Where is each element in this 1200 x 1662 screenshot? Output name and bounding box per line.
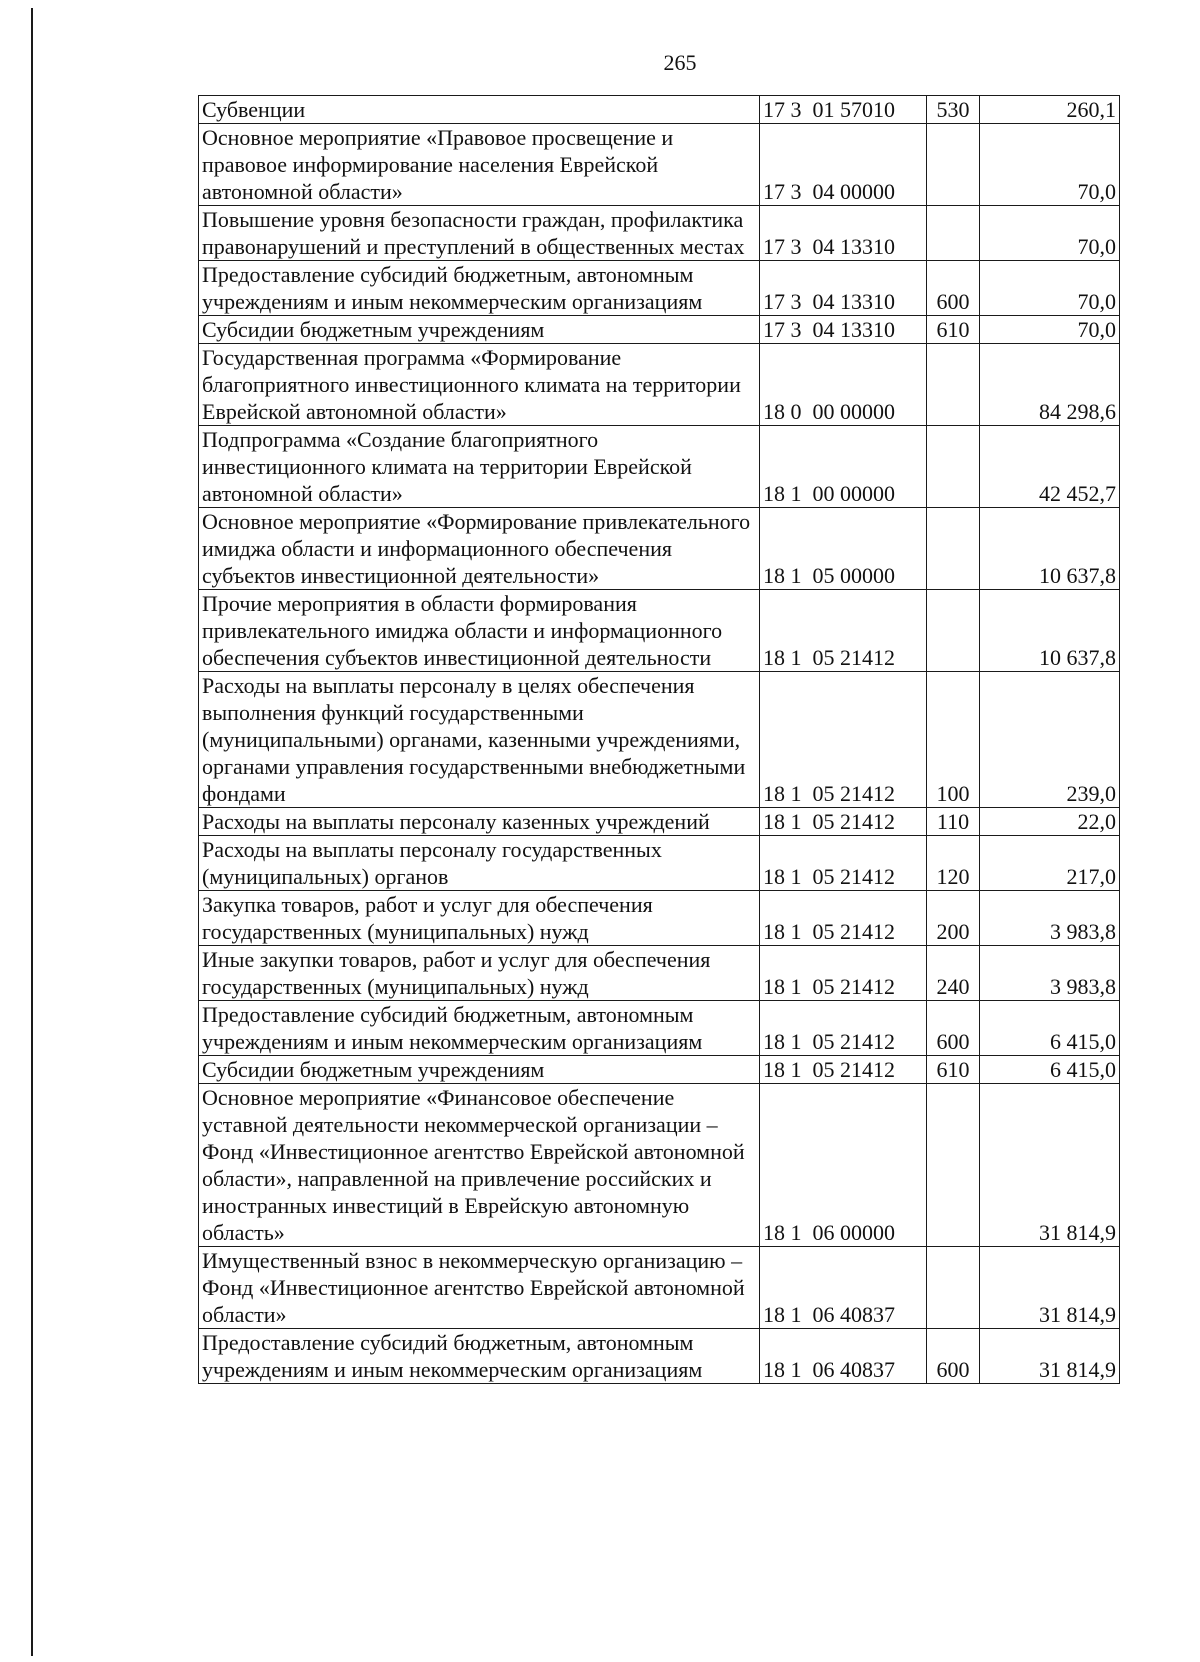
row-code-cell: 18 1 06 40837	[760, 1247, 927, 1329]
row-expense-type-cell: 200	[927, 891, 980, 946]
row-sum-cell: 70,0	[980, 206, 1120, 261]
row-code-cell: 17 3 04 00000	[760, 124, 927, 206]
row-code-cell: 18 1 00 00000	[760, 426, 927, 508]
table-row	[199, 1247, 1120, 1329]
row-name-cell: Подпрограмма «Создание благоприятного инвестиционного климата на территории Еврейской автономной области»	[199, 426, 760, 508]
row-expense-type-cell	[927, 124, 980, 206]
row-name-cell: Предоставление субсидий бюджетным, автономным учреждениям и иным некоммерческим организациям	[199, 1329, 760, 1384]
row-expense-type-cell: 600	[927, 1329, 980, 1384]
table-row	[199, 508, 1120, 590]
row-expense-type-cell: 600	[927, 1001, 980, 1056]
budget-table-body	[199, 96, 1120, 1384]
table-row	[199, 96, 1120, 124]
row-code-cell: 18 1 06 40837	[760, 1329, 927, 1384]
row-sum-cell: 3 983,8	[980, 946, 1120, 1001]
table-row	[199, 261, 1120, 316]
row-code-cell: 18 1 05 21412	[760, 808, 927, 836]
row-sum-cell: 70,0	[980, 124, 1120, 206]
table-row	[199, 946, 1120, 1001]
row-code-cell: 18 1 06 00000	[760, 1084, 927, 1247]
row-sum-cell: 6 415,0	[980, 1001, 1120, 1056]
table-row	[199, 1329, 1120, 1384]
row-name-cell: Основное мероприятие «Правовое просвещение и правовое информирование населения Еврейской автономной области»	[199, 124, 760, 206]
table-row	[199, 891, 1120, 946]
table-row	[199, 426, 1120, 508]
row-expense-type-cell: 610	[927, 1056, 980, 1084]
row-code-cell: 18 1 05 21412	[760, 672, 927, 808]
row-name-cell: Расходы на выплаты персоналу казенных учреждений	[199, 808, 760, 836]
table-row	[199, 590, 1120, 672]
page-number: 265	[663, 50, 697, 75]
row-expense-type-cell	[927, 206, 980, 261]
row-name-cell: Предоставление субсидий бюджетным, автономным учреждениям и иным некоммерческим организациям	[199, 1001, 760, 1056]
table-row	[199, 672, 1120, 808]
row-sum-cell: 3 983,8	[980, 891, 1120, 946]
row-code-cell: 17 3 04 13310	[760, 261, 927, 316]
row-expense-type-cell: 110	[927, 808, 980, 836]
table-row	[199, 124, 1120, 206]
row-expense-type-cell	[927, 1247, 980, 1329]
table-row	[199, 206, 1120, 261]
row-code-cell: 18 1 05 21412	[760, 946, 927, 1001]
row-expense-type-cell	[927, 508, 980, 590]
row-name-cell: Субсидии бюджетным учреждениям	[199, 1056, 760, 1084]
budget-table	[198, 95, 1120, 1384]
table-row	[199, 344, 1120, 426]
row-sum-cell: 31 814,9	[980, 1329, 1120, 1384]
row-expense-type-cell: 600	[927, 261, 980, 316]
row-name-cell: Расходы на выплаты персоналу в целях обеспечения выполнения функций государственными (муниципальными) органами, казенными учреждениями, органами управления государственными внебюджетными фондами	[199, 672, 760, 808]
row-sum-cell: 70,0	[980, 261, 1120, 316]
row-expense-type-cell: 610	[927, 316, 980, 344]
row-code-cell: 17 3 01 57010	[760, 96, 927, 124]
row-sum-cell: 22,0	[980, 808, 1120, 836]
row-expense-type-cell: 100	[927, 672, 980, 808]
row-sum-cell: 84 298,6	[980, 344, 1120, 426]
row-expense-type-cell	[927, 590, 980, 672]
row-code-cell: 18 1 05 21412	[760, 836, 927, 891]
row-expense-type-cell	[927, 426, 980, 508]
row-code-cell: 18 1 05 21412	[760, 1001, 927, 1056]
row-sum-cell: 31 814,9	[980, 1084, 1120, 1247]
row-sum-cell: 217,0	[980, 836, 1120, 891]
table-row	[199, 1056, 1120, 1084]
row-expense-type-cell: 240	[927, 946, 980, 1001]
row-code-cell: 18 0 00 00000	[760, 344, 927, 426]
row-name-cell: Иные закупки товаров, работ и услуг для обеспечения государственных (муниципальных) нужд	[199, 946, 760, 1001]
row-sum-cell: 260,1	[980, 96, 1120, 124]
row-expense-type-cell	[927, 1084, 980, 1247]
row-code-cell: 18 1 05 21412	[760, 891, 927, 946]
row-sum-cell: 6 415,0	[980, 1056, 1120, 1084]
row-sum-cell: 42 452,7	[980, 426, 1120, 508]
row-name-cell: Предоставление субсидий бюджетным, автономным учреждениям и иным некоммерческим организациям	[199, 261, 760, 316]
row-sum-cell: 31 814,9	[980, 1247, 1120, 1329]
table-row	[199, 836, 1120, 891]
row-name-cell: Субвенции	[199, 96, 760, 124]
row-code-cell: 17 3 04 13310	[760, 206, 927, 261]
row-sum-cell: 10 637,8	[980, 590, 1120, 672]
table-row	[199, 1084, 1120, 1247]
row-name-cell: Основное мероприятие «Формирование привлекательного имиджа области и информационного обеспечения субъектов инвестиционной деятельности»	[199, 508, 760, 590]
row-name-cell: Государственная программа «Формирование благоприятного инвестиционного климата на территории Еврейской автономной области»	[199, 344, 760, 426]
row-expense-type-cell: 120	[927, 836, 980, 891]
row-name-cell: Закупка товаров, работ и услуг для обеспечения государственных (муниципальных) нужд	[199, 891, 760, 946]
row-name-cell: Имущественный взнос в некоммерческую организацию – Фонд «Инвестиционное агентство Еврейской автономной области»	[199, 1247, 760, 1329]
row-sum-cell: 10 637,8	[980, 508, 1120, 590]
row-expense-type-cell	[927, 344, 980, 426]
row-name-cell: Субсидии бюджетным учреждениям	[199, 316, 760, 344]
row-code-cell: 17 3 04 13310	[760, 316, 927, 344]
table-row	[199, 1001, 1120, 1056]
row-expense-type-cell: 530	[927, 96, 980, 124]
table-row	[199, 316, 1120, 344]
left-margin-line	[31, 8, 33, 1656]
row-name-cell: Расходы на выплаты персоналу государственных (муниципальных) органов	[199, 836, 760, 891]
row-name-cell: Прочие мероприятия в области формирования привлекательного имиджа области и информационного обеспечения субъектов инвестиционной деятельности	[199, 590, 760, 672]
table-row	[199, 808, 1120, 836]
row-name-cell: Повышение уровня безопасности граждан, профилактика правонарушений и преступлений в общественных местах	[199, 206, 760, 261]
row-code-cell: 18 1 05 21412	[760, 1056, 927, 1084]
row-sum-cell: 239,0	[980, 672, 1120, 808]
row-name-cell: Основное мероприятие «Финансовое обеспечение уставной деятельности некоммерческой организации – Фонд «Инвестиционное агентство Еврейской автономной области», направленной на привлечение российских и иностранных инвестиций в Еврейскую автономную область»	[199, 1084, 760, 1247]
row-code-cell: 18 1 05 21412	[760, 590, 927, 672]
row-code-cell: 18 1 05 00000	[760, 508, 927, 590]
row-sum-cell: 70,0	[980, 316, 1120, 344]
